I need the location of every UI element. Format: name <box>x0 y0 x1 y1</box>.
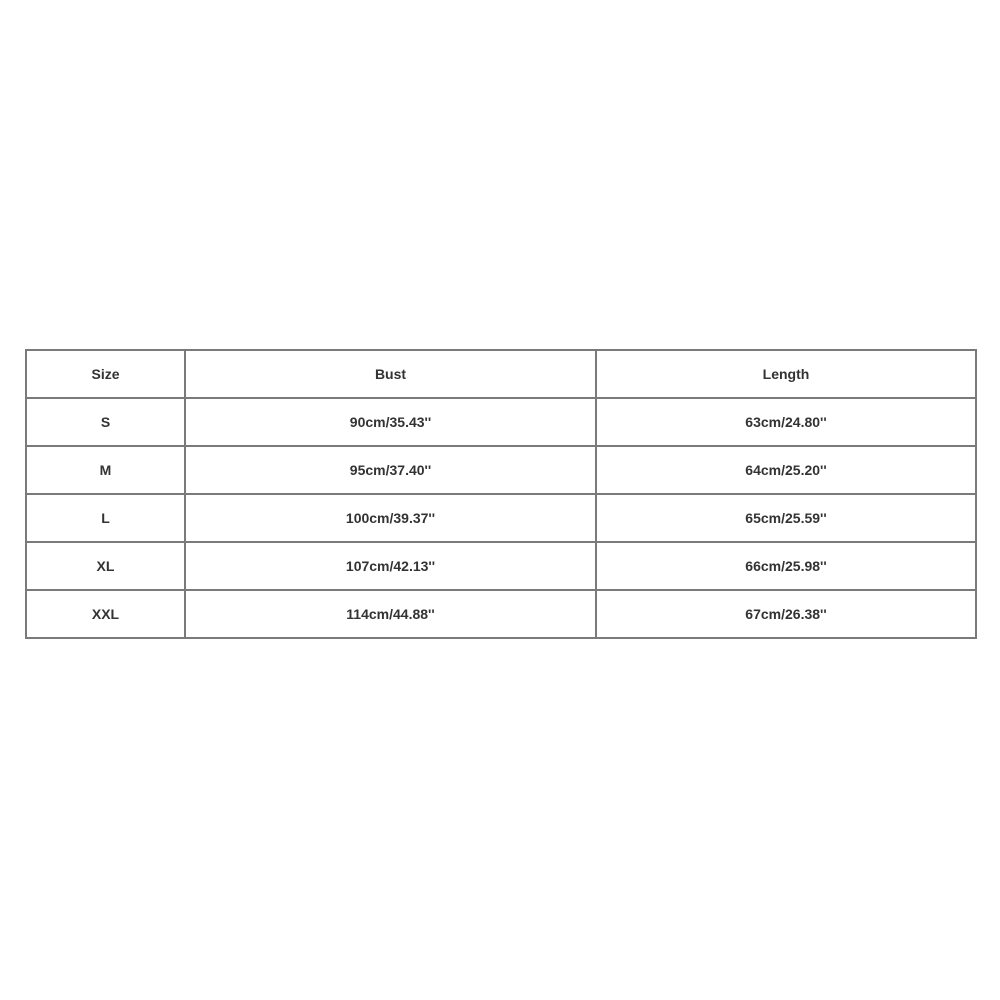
bust-cell: 95cm/37.40'' <box>185 446 596 494</box>
table-row <box>26 590 976 638</box>
bust-cell: 114cm/44.88'' <box>185 590 596 638</box>
size-chart-body <box>26 398 976 638</box>
header-row <box>26 350 976 398</box>
header-size: Size <box>26 350 185 398</box>
table-row <box>26 398 976 446</box>
size-cell: XXL <box>26 590 185 638</box>
length-cell: 65cm/25.59'' <box>596 494 976 542</box>
length-cell: 66cm/25.98'' <box>596 542 976 590</box>
header-length: Length <box>596 350 976 398</box>
table-row <box>26 542 976 590</box>
length-cell: 63cm/24.80'' <box>596 398 976 446</box>
header-bust: Bust <box>185 350 596 398</box>
size-cell: L <box>26 494 185 542</box>
length-cell: 67cm/26.38'' <box>596 590 976 638</box>
length-cell: 64cm/25.20'' <box>596 446 976 494</box>
size-cell: S <box>26 398 185 446</box>
size-chart-table <box>25 349 977 639</box>
size-chart-header <box>26 350 976 398</box>
size-cell: XL <box>26 542 185 590</box>
size-cell: M <box>26 446 185 494</box>
table-row <box>26 446 976 494</box>
bust-cell: 107cm/42.13'' <box>185 542 596 590</box>
bust-cell: 90cm/35.43'' <box>185 398 596 446</box>
table-row <box>26 494 976 542</box>
bust-cell: 100cm/39.37'' <box>185 494 596 542</box>
